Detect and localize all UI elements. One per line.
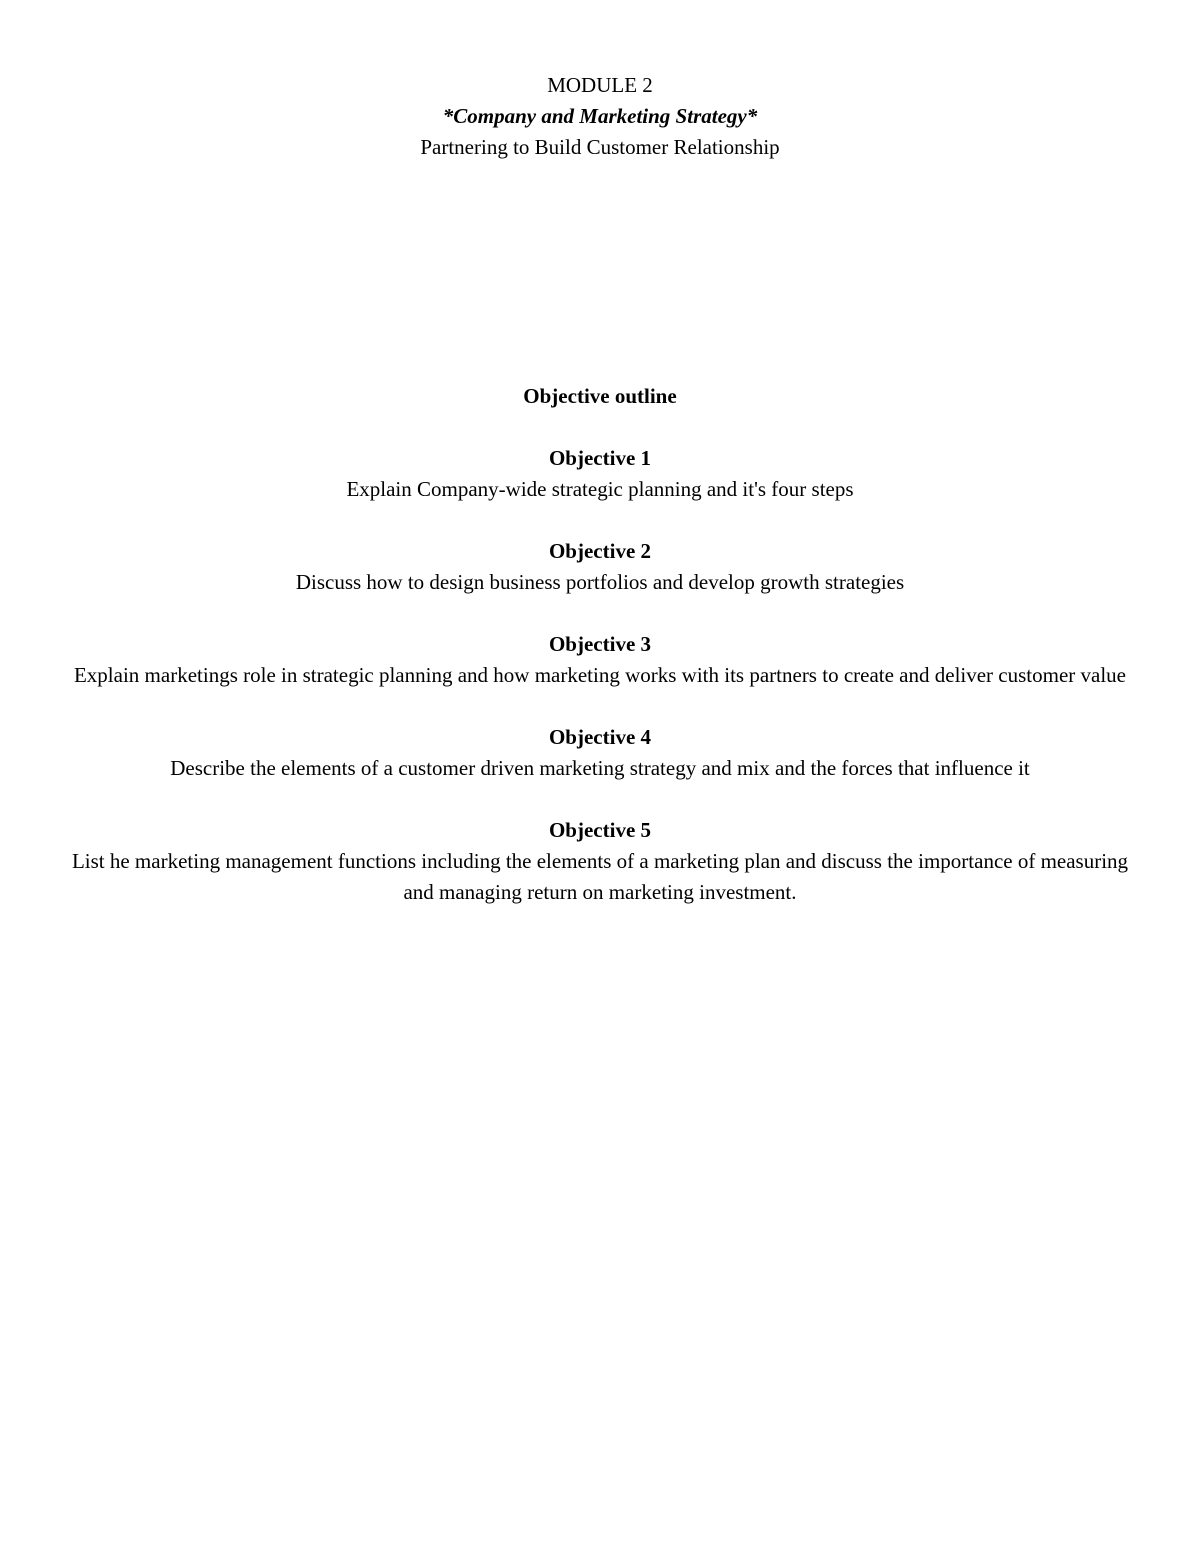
objective-heading: Objective 2: [548, 539, 652, 563]
objective-5: [60, 815, 1140, 908]
objective-3: [60, 629, 1140, 691]
module-subtitle: *Company and Marketing Strategy*: [442, 104, 758, 128]
objective-heading: Objective 1: [548, 446, 652, 470]
module-tagline: Partnering to Build Customer Relationship: [420, 135, 780, 159]
objective-text: Explain Company-wide strategic planning and it's four steps: [346, 477, 854, 501]
objective-text: Discuss how to design business portfolios and develop growth strategies: [295, 570, 905, 594]
objective-heading: Objective 4: [548, 725, 652, 749]
module-title: MODULE 2: [547, 73, 653, 97]
objective-text: Describe the elements of a customer driven marketing strategy and mix and the forces that influence it: [170, 756, 1030, 780]
objective-1: [60, 443, 1140, 505]
outline-title: Objective outline: [523, 384, 677, 408]
objective-4: [60, 722, 1140, 784]
objective-2: [60, 536, 1140, 598]
objective-outline: [60, 381, 1140, 939]
objective-text: Explain marketings role in strategic planning and how marketing works with its partners to create and deliver customer value: [73, 663, 1127, 687]
objective-heading: Objective 5: [548, 818, 652, 842]
objective-heading: Objective 3: [548, 632, 652, 656]
module-header: [0, 70, 1200, 163]
objective-text: List he marketing management functions including the elements of a marketing plan and discuss the importance of measuring and managing return on marketing investment.: [71, 849, 1129, 904]
